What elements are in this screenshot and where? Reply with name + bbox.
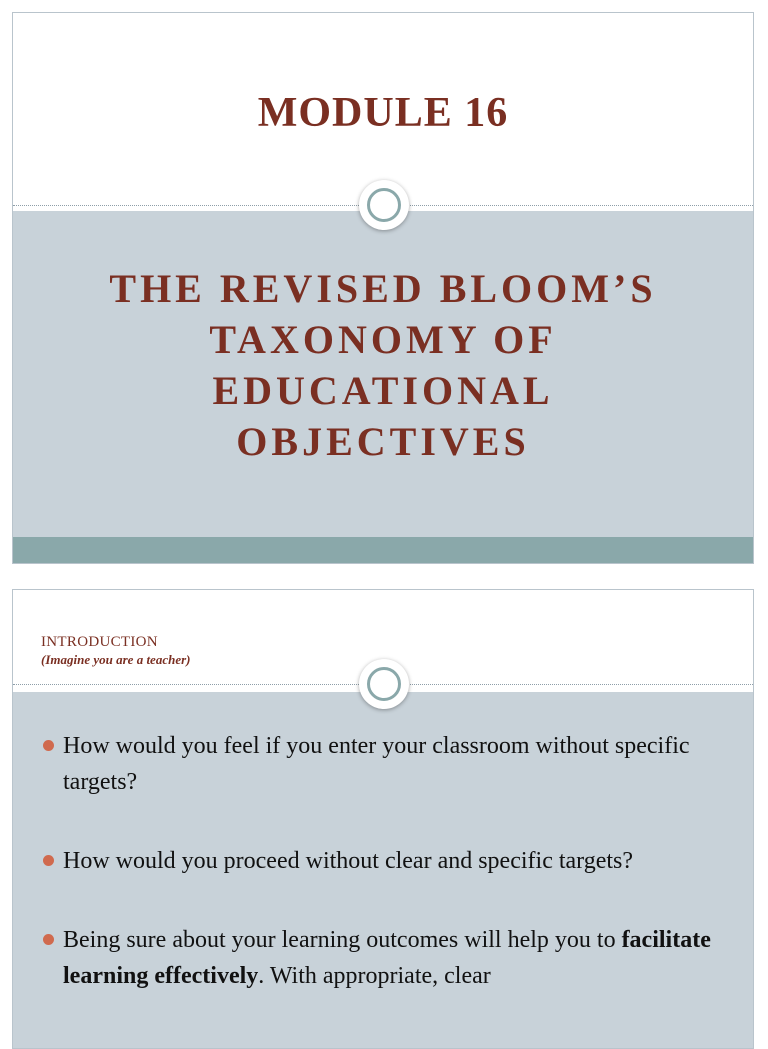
bullet-text: Being sure about your learning outcomes will help you to <box>63 927 622 953</box>
bullet-dot-icon <box>43 740 54 751</box>
slide-2 <box>12 589 754 1049</box>
bullet-emphasis: facilitate learning effectively <box>63 927 711 989</box>
bullet-dot-icon <box>43 855 54 866</box>
bullet-list <box>43 728 733 1037</box>
slide-title: MODULE 16 <box>257 90 509 136</box>
circle-ornament-icon <box>359 180 409 230</box>
circle-ornament-icon <box>359 659 409 709</box>
list-item <box>43 728 733 800</box>
section-label: INTRODUCTION <box>41 634 158 650</box>
subtitle-line: EDUCATIONAL <box>212 368 554 413</box>
slide-subtitle <box>13 263 753 467</box>
subtitle-line: THE REVISED BLOOM’S <box>109 266 657 311</box>
bullet-text: . With appropriate, clear <box>258 963 491 989</box>
footer-bar <box>13 537 753 564</box>
subtitle-line: TAXONOMY OF <box>209 317 557 362</box>
bullet-text: How would you proceed without clear and specific targets? <box>63 848 634 874</box>
slide-1 <box>12 12 754 564</box>
list-item <box>43 843 733 879</box>
bullet-dot-icon <box>43 934 54 945</box>
list-item <box>43 922 733 994</box>
section-note: (Imagine you are a teacher) <box>41 652 191 667</box>
subtitle-line: OBJECTIVES <box>236 419 530 464</box>
bullet-text: How would you feel if you enter your classroom without specific targets? <box>63 733 690 795</box>
